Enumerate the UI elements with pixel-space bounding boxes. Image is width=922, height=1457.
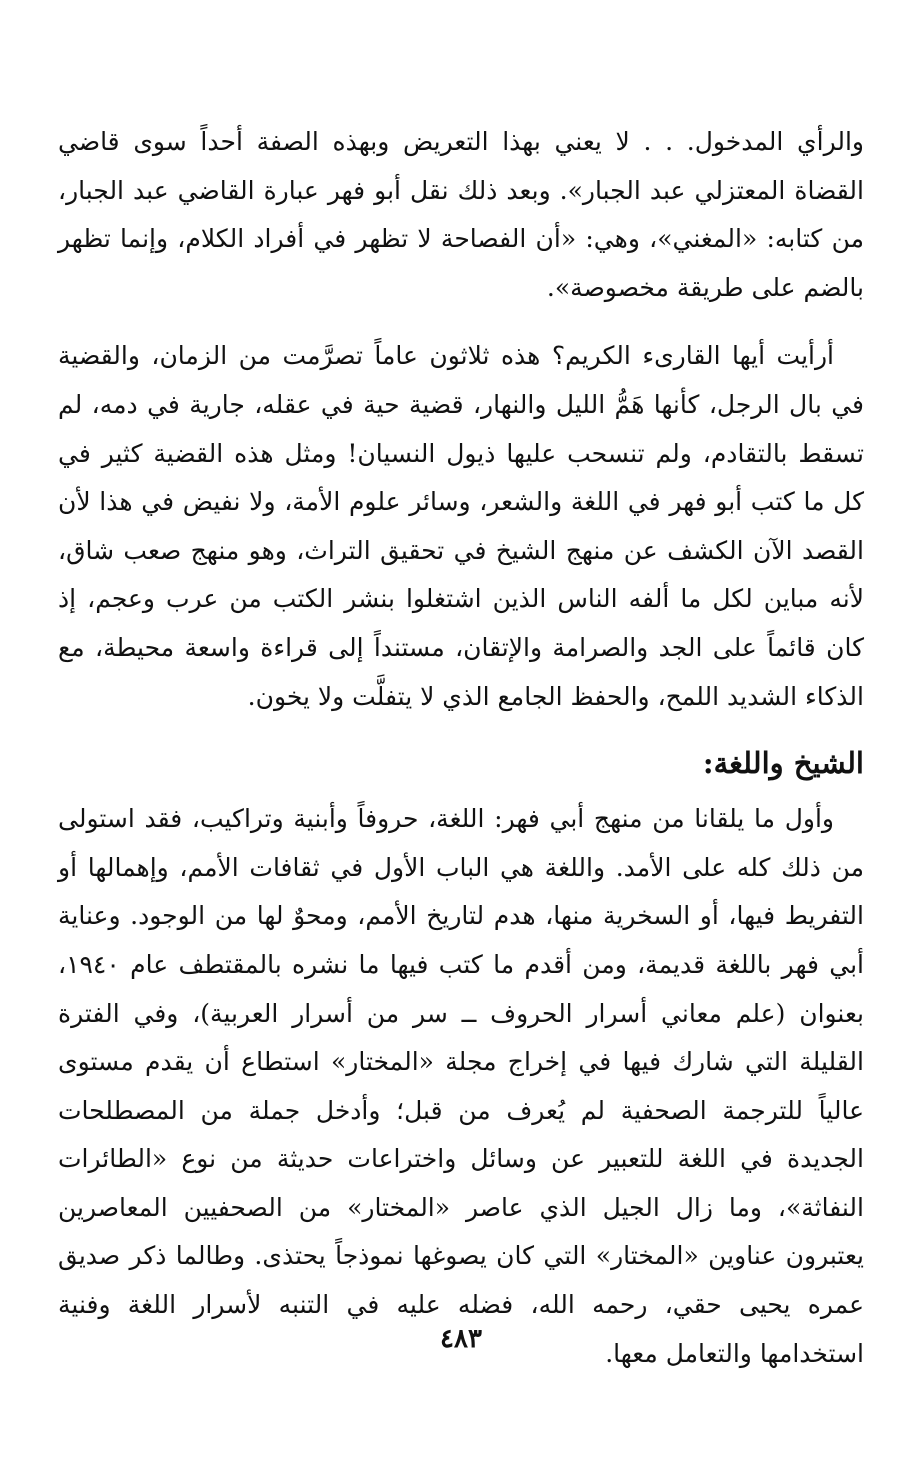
page-number: ٤٨٣ — [440, 1324, 482, 1354]
section-heading: الشيخ واللغة: — [702, 746, 864, 781]
page-body — [58, 118, 864, 1378]
paragraph-3: وأول ما يلقانا من منهج أبي فهر: اللغة، حروفاً وأبنية وتراكيب، فقد استولى من ذلك كله على الأمد. واللغة هي الباب الأول في ثقافات الأمم، وإهمالها أو التفريط فيها، أو السخرية منها، هدم لتاريخ الأمم، ومحوٌ لها من الوجود. وعناية أبي فهر باللغة قديمة، ومن أقدم ما كتب فيها ما نشره بالمقتطف عام ١٩٤٠، بعنوان (علم معاني أسرار الحروف ــ سر من أسرار العربية)، وفي الفترة القليلة التي شارك فيها في إخراج مجلة «المختار» استطاع أن يقدم مستوى عالياً للترجمة الصحفية لم يُعرف من قبل؛ وأدخل جملة من المصطلحات الجديدة في اللغة للتعبير عن وسائل واختراعات حديثة من نوع «الطائرات النفاثة»، وما زال الجيل الذي عاصر «المختار» من الصحفيين المعاصرين يعتبرون عناوين «المختار» التي كان يصوغها نموذجاً يحتذى. وطالما ذكر صديق عمره يحيى حقي، رحمه الله، فضله عليه في التنبه لأسرار اللغة وفنية استخدامها والتعامل معها. — [58, 804, 864, 1368]
paragraph-2: أرأيت أيها القارىء الكريم؟ هذه ثلاثون عاماً تصرَّمت من الزمان، والقضية في بال الرجل، كأنها هَمُّ الليل والنهار، قضية حية في عقله، جارية في دمه، لم تسقط بالتقادم، ولم تنسحب عليها ذيول النسيان! ومثل هذه القضية كثير في كل ما كتب أبو فهر في اللغة والشعر، وسائر علوم الأمة، ولا نفيض في هذا لأن القصد الآن الكشف عن منهج الشيخ في تحقيق التراث، وهو منهج صعب شاق، لأنه مباين لكل ما ألفه الناس الذين اشتغلوا بنشر الكتب من عرب وعجم، إذ كان قائماً على الجد والصرامة والإتقان، مستنداً إلى قراءة واسعة محيطة، مع الذكاء الشديد اللمح، والحفظ الجامع الذي لا يتفلَّت ولا يخون. — [58, 341, 864, 711]
paragraph-1: والرأي المدخول. . . لا يعني بهذا التعريض وبهذه الصفة أحداً سوى قاضي القضاة المعتزلي عبد الجبار». وبعد ذلك نقل أبو فهر عبارة القاضي عبد الجبار، من كتابه: «المغني»، وهي: «أن الفصاحة لا تظهر في أفراد الكلام، وإنما تظهر بالضم على طريقة مخصوصة». — [58, 127, 864, 302]
